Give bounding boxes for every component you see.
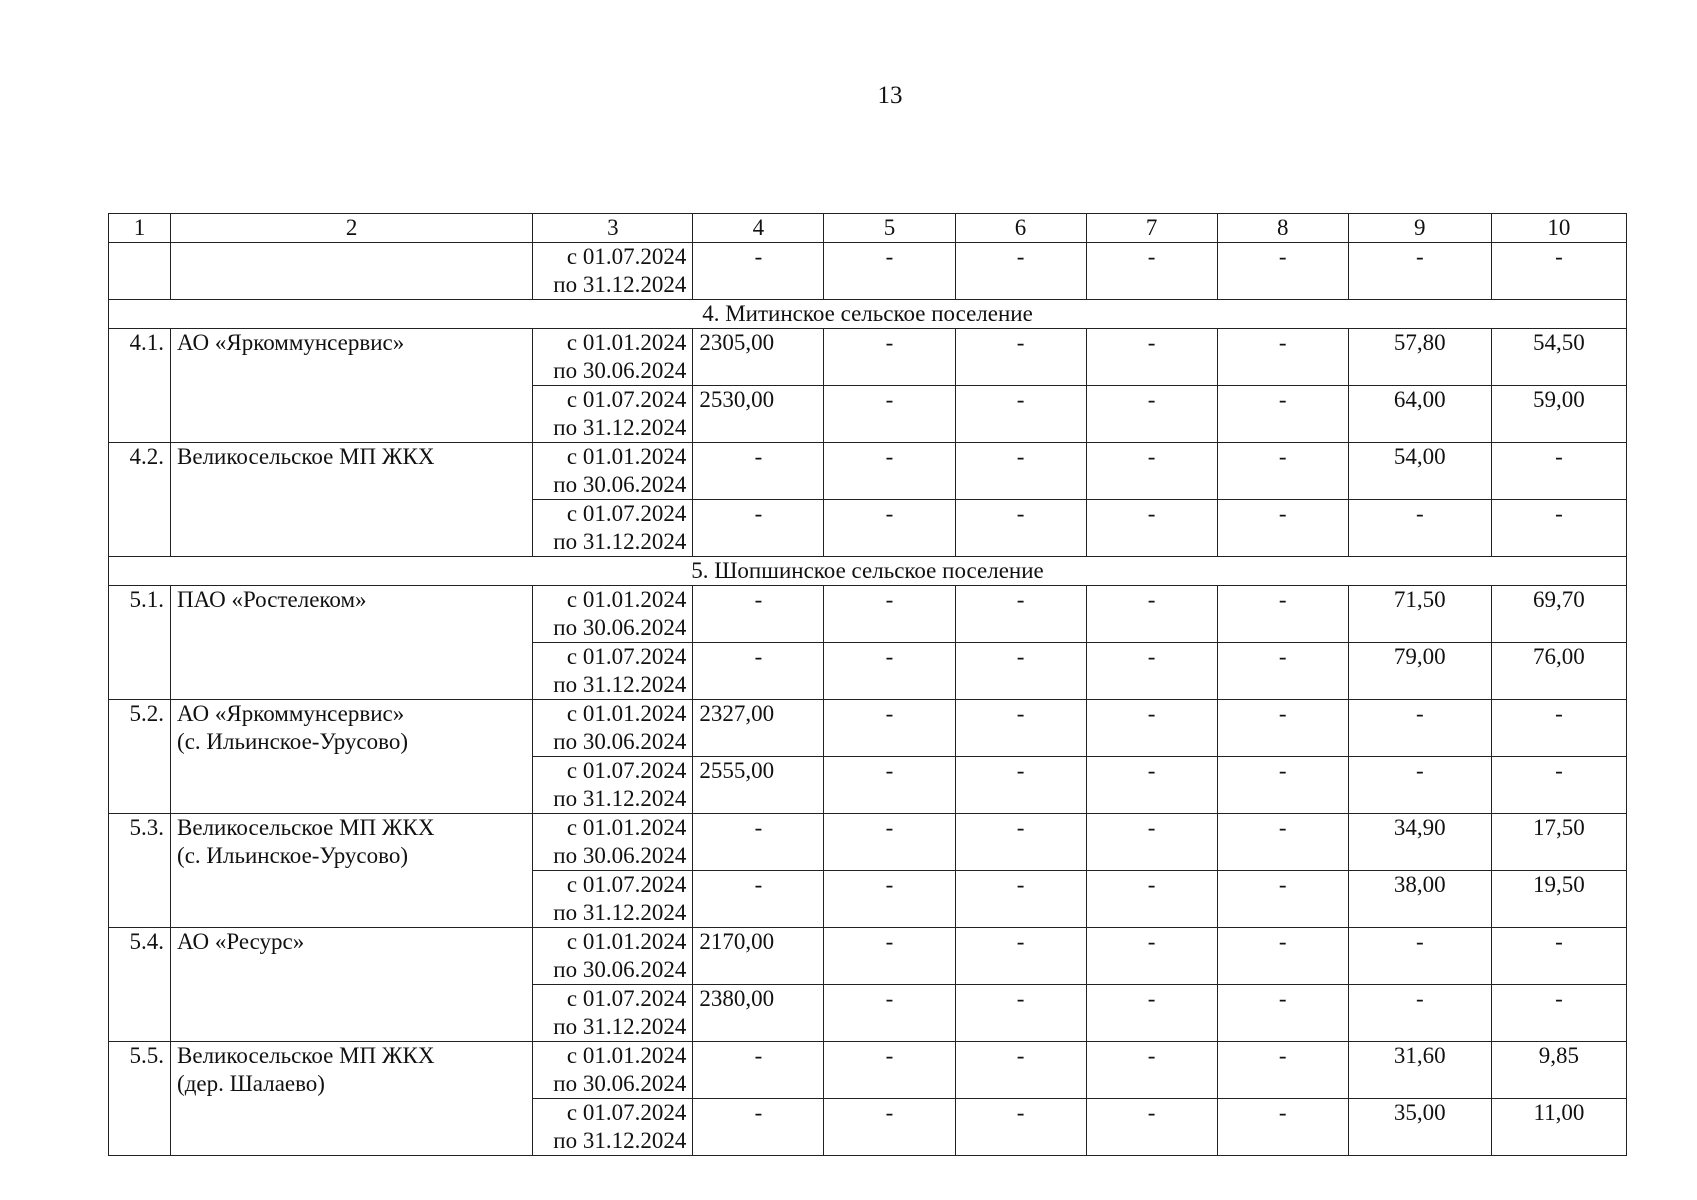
- value-cell: -: [824, 814, 955, 871]
- period-line: с 01.01.2024: [566, 929, 687, 954]
- period-cell: [533, 871, 693, 928]
- organization-name-line: АО «Яркоммунсервис»: [177, 701, 405, 726]
- period-cell: [533, 643, 693, 700]
- value-cell: -: [1086, 586, 1217, 643]
- period-line: по 31.12.2024: [553, 529, 687, 554]
- period-line: с 01.01.2024: [566, 587, 687, 612]
- value-cell: -: [955, 928, 1086, 985]
- column-number-row: [109, 214, 1627, 243]
- value-cell: 19,50: [1491, 871, 1626, 928]
- value-cell: -: [1348, 985, 1491, 1042]
- column-number-header: 1: [109, 214, 171, 243]
- period-line: по 30.06.2024: [553, 615, 687, 640]
- value-cell: -: [1086, 329, 1217, 386]
- value-cell: -: [1217, 871, 1348, 928]
- value-cell: -: [1086, 757, 1217, 814]
- value-cell: 2530,00: [693, 386, 824, 443]
- value-cell: -: [824, 443, 955, 500]
- period-line: по 30.06.2024: [553, 843, 687, 868]
- period-line: с 01.01.2024: [566, 1043, 687, 1068]
- value-cell: -: [1217, 443, 1348, 500]
- value-cell: -: [1086, 500, 1217, 557]
- period-cell: [533, 500, 693, 557]
- organization-cell: [171, 1042, 533, 1156]
- value-cell: 71,50: [1348, 586, 1491, 643]
- period-cell: [533, 928, 693, 985]
- period-line: по 31.12.2024: [553, 272, 687, 297]
- table-body: [109, 243, 1627, 1156]
- value-cell: 59,00: [1491, 386, 1626, 443]
- value-cell: -: [693, 1042, 824, 1099]
- period-line: по 30.06.2024: [553, 729, 687, 754]
- section-title: 5. Шопшинское сельское поселение: [109, 557, 1627, 586]
- value-cell: -: [824, 586, 955, 643]
- value-cell: -: [955, 814, 1086, 871]
- value-cell: -: [824, 871, 955, 928]
- section-row: [109, 300, 1627, 329]
- period-cell: [533, 985, 693, 1042]
- value-cell: -: [1086, 443, 1217, 500]
- value-cell: -: [824, 985, 955, 1042]
- value-cell: -: [824, 329, 955, 386]
- value-cell: -: [1086, 1042, 1217, 1099]
- value-cell: 17,50: [1491, 814, 1626, 871]
- column-number-header: 7: [1086, 214, 1217, 243]
- value-cell: -: [1348, 243, 1491, 300]
- value-cell: 69,70: [1491, 586, 1626, 643]
- value-cell: 38,00: [1348, 871, 1491, 928]
- value-cell: -: [1217, 643, 1348, 700]
- value-cell: -: [1217, 985, 1348, 1042]
- period-cell: [533, 329, 693, 386]
- value-cell: 54,50: [1491, 329, 1626, 386]
- value-cell: 2170,00: [693, 928, 824, 985]
- column-number-header: 2: [171, 214, 533, 243]
- period-line: с 01.07.2024: [566, 1100, 687, 1125]
- organization-cell: [171, 928, 533, 1042]
- period-line: по 31.12.2024: [553, 900, 687, 925]
- organization-cell: [171, 586, 533, 700]
- value-cell: -: [955, 1099, 1086, 1156]
- period-line: по 30.06.2024: [553, 957, 687, 982]
- value-cell: -: [1217, 243, 1348, 300]
- value-cell: 2327,00: [693, 700, 824, 757]
- value-cell: -: [1086, 700, 1217, 757]
- table-row: [109, 814, 1627, 871]
- period-line: по 30.06.2024: [553, 1071, 687, 1096]
- table-row: [109, 1042, 1627, 1099]
- value-cell: 54,00: [1348, 443, 1491, 500]
- period-line: с 01.07.2024: [566, 387, 687, 412]
- table-row: [109, 243, 1627, 300]
- value-cell: -: [824, 700, 955, 757]
- value-cell: 31,60: [1348, 1042, 1491, 1099]
- period-cell: [533, 586, 693, 643]
- value-cell: 2380,00: [693, 985, 824, 1042]
- value-cell: -: [1491, 500, 1626, 557]
- period-line: по 31.12.2024: [553, 415, 687, 440]
- value-cell: -: [824, 757, 955, 814]
- table-row: [109, 329, 1627, 386]
- row-number-cell: 5.3.: [109, 814, 171, 928]
- value-cell: -: [1086, 814, 1217, 871]
- value-cell: -: [955, 1042, 1086, 1099]
- period-line: с 01.01.2024: [566, 330, 687, 355]
- column-number-header: 10: [1491, 214, 1626, 243]
- value-cell: -: [1217, 1099, 1348, 1156]
- value-cell: -: [693, 243, 824, 300]
- table-row: [109, 700, 1627, 757]
- period-line: по 31.12.2024: [553, 672, 687, 697]
- column-number-header: 4: [693, 214, 824, 243]
- organization-cell: [171, 329, 533, 443]
- value-cell: 64,00: [1348, 386, 1491, 443]
- period-line: с 01.01.2024: [566, 444, 687, 469]
- organization-name-line: (дер. Шалаево): [177, 1071, 325, 1096]
- value-cell: -: [824, 243, 955, 300]
- row-number-cell: 4.1.: [109, 329, 171, 443]
- period-line: по 31.12.2024: [553, 1128, 687, 1153]
- row-number-cell: 5.4.: [109, 928, 171, 1042]
- value-cell: -: [1217, 700, 1348, 757]
- value-cell: 2555,00: [693, 757, 824, 814]
- organization-name-line: Великосельское МП ЖКХ: [177, 1043, 435, 1068]
- value-cell: -: [693, 871, 824, 928]
- table-row: [109, 928, 1627, 985]
- value-cell: -: [1491, 243, 1626, 300]
- period-line: с 01.07.2024: [566, 758, 687, 783]
- value-cell: -: [1217, 329, 1348, 386]
- organization-name-line: АО «Яркоммунсервис»: [177, 330, 405, 355]
- value-cell: -: [693, 1099, 824, 1156]
- value-cell: -: [693, 814, 824, 871]
- row-number-cell: [109, 243, 171, 300]
- value-cell: -: [824, 500, 955, 557]
- value-cell: -: [1086, 1099, 1217, 1156]
- value-cell: -: [955, 443, 1086, 500]
- value-cell: -: [1217, 814, 1348, 871]
- period-cell: [533, 757, 693, 814]
- row-number-cell: 5.1.: [109, 586, 171, 700]
- column-number-header: 3: [533, 214, 693, 243]
- column-number-header: 5: [824, 214, 955, 243]
- value-cell: -: [955, 586, 1086, 643]
- value-cell: -: [824, 386, 955, 443]
- organization-name-line: Великосельское МП ЖКХ: [177, 444, 435, 469]
- value-cell: -: [693, 643, 824, 700]
- value-cell: -: [1217, 928, 1348, 985]
- value-cell: -: [1217, 757, 1348, 814]
- section-title: 4. Митинское сельское поселение: [109, 300, 1627, 329]
- value-cell: -: [955, 757, 1086, 814]
- value-cell: -: [693, 500, 824, 557]
- value-cell: -: [1217, 1042, 1348, 1099]
- value-cell: -: [1086, 243, 1217, 300]
- value-cell: -: [824, 928, 955, 985]
- section-row: [109, 557, 1627, 586]
- value-cell: 79,00: [1348, 643, 1491, 700]
- organization-cell: [171, 700, 533, 814]
- organization-cell: [171, 243, 533, 300]
- value-cell: -: [1491, 757, 1626, 814]
- column-number-header: 9: [1348, 214, 1491, 243]
- period-line: с 01.07.2024: [566, 872, 687, 897]
- value-cell: -: [955, 243, 1086, 300]
- row-number-cell: 5.5.: [109, 1042, 171, 1156]
- period-line: с 01.01.2024: [566, 815, 687, 840]
- value-cell: -: [1491, 443, 1626, 500]
- value-cell: -: [955, 329, 1086, 386]
- period-cell: [533, 700, 693, 757]
- period-line: с 01.07.2024: [566, 986, 687, 1011]
- period-cell: [533, 814, 693, 871]
- page-number: 13: [877, 82, 903, 109]
- tariff-table: [108, 213, 1627, 1156]
- value-cell: 2305,00: [693, 329, 824, 386]
- value-cell: -: [1348, 500, 1491, 557]
- value-cell: -: [1086, 871, 1217, 928]
- organization-name-line: (с. Ильинское-Урусово): [177, 729, 408, 754]
- period-cell: [533, 443, 693, 500]
- organization-name-line: (с. Ильинское-Урусово): [177, 843, 408, 868]
- value-cell: 34,90: [1348, 814, 1491, 871]
- value-cell: 76,00: [1491, 643, 1626, 700]
- period-line: с 01.01.2024: [566, 701, 687, 726]
- period-line: с 01.07.2024: [566, 244, 687, 269]
- value-cell: -: [955, 386, 1086, 443]
- value-cell: -: [824, 643, 955, 700]
- value-cell: -: [1217, 386, 1348, 443]
- organization-name-line: ПАО «Ростелеком»: [177, 587, 367, 612]
- value-cell: 9,85: [1491, 1042, 1626, 1099]
- value-cell: -: [1217, 586, 1348, 643]
- table-row: [109, 443, 1627, 500]
- value-cell: 35,00: [1348, 1099, 1491, 1156]
- value-cell: -: [955, 985, 1086, 1042]
- value-cell: 57,80: [1348, 329, 1491, 386]
- period-line: с 01.07.2024: [566, 644, 687, 669]
- value-cell: -: [1086, 643, 1217, 700]
- row-number-cell: 5.2.: [109, 700, 171, 814]
- column-number-header: 8: [1217, 214, 1348, 243]
- period-line: по 31.12.2024: [553, 1014, 687, 1039]
- value-cell: -: [955, 871, 1086, 928]
- period-cell: [533, 1042, 693, 1099]
- period-cell: [533, 243, 693, 300]
- organization-cell: [171, 443, 533, 557]
- value-cell: 11,00: [1491, 1099, 1626, 1156]
- value-cell: -: [824, 1099, 955, 1156]
- period-line: по 30.06.2024: [553, 472, 687, 497]
- organization-name-line: АО «Ресурс»: [177, 929, 305, 954]
- value-cell: -: [1348, 928, 1491, 985]
- value-cell: -: [1491, 700, 1626, 757]
- value-cell: -: [1348, 700, 1491, 757]
- value-cell: -: [1348, 757, 1491, 814]
- row-number-cell: 4.2.: [109, 443, 171, 557]
- value-cell: -: [955, 500, 1086, 557]
- column-number-header: 6: [955, 214, 1086, 243]
- value-cell: -: [955, 700, 1086, 757]
- organization-name-line: Великосельское МП ЖКХ: [177, 815, 435, 840]
- value-cell: -: [1086, 985, 1217, 1042]
- value-cell: -: [1217, 500, 1348, 557]
- table-row: [109, 586, 1627, 643]
- organization-cell: [171, 814, 533, 928]
- value-cell: -: [1086, 928, 1217, 985]
- period-cell: [533, 1099, 693, 1156]
- value-cell: -: [1086, 386, 1217, 443]
- value-cell: -: [1491, 985, 1626, 1042]
- period-cell: [533, 386, 693, 443]
- value-cell: -: [693, 586, 824, 643]
- period-line: с 01.07.2024: [566, 501, 687, 526]
- value-cell: -: [1491, 928, 1626, 985]
- value-cell: -: [693, 443, 824, 500]
- period-line: по 30.06.2024: [553, 358, 687, 383]
- value-cell: -: [824, 1042, 955, 1099]
- period-line: по 31.12.2024: [553, 786, 687, 811]
- value-cell: -: [955, 643, 1086, 700]
